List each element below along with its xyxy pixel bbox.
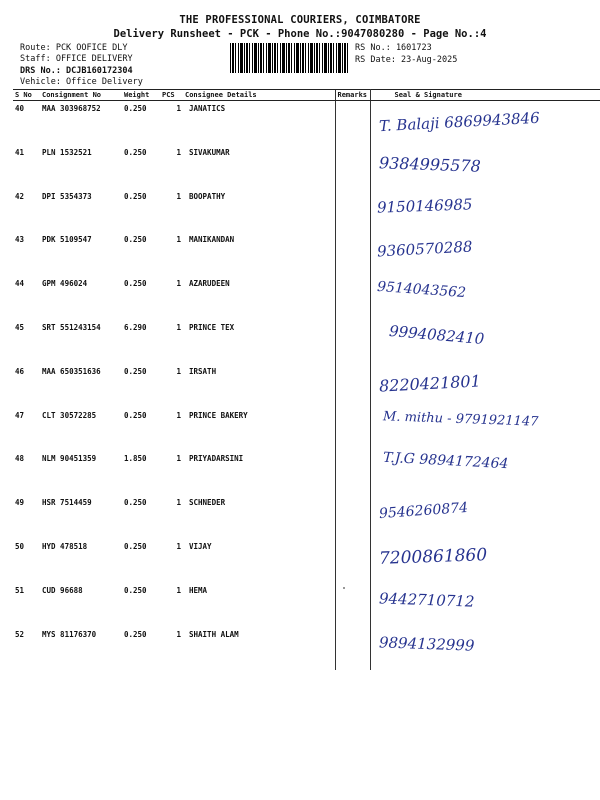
cell-consignment-no: CUD 96688 [42,585,83,595]
runsheet-title: Delivery Runsheet - PCK - Phone No.:9047080280 - Page No.:4 [113,28,487,40]
cell-consignee: MANIKANDAN [189,235,235,245]
cell-remarks [335,189,370,233]
cell-remarks [335,495,370,539]
cell-pcs: 1 [176,498,181,508]
cell-remarks [335,145,370,189]
table-row [13,232,600,276]
cell-pcs: 1 [176,147,181,157]
cell-consignment-no: PDK 5109547 [42,235,92,245]
cell-signature [370,451,600,495]
route-text: Route: PCK OOFICE DLY [20,43,128,53]
cell-sno: 48 [15,454,25,464]
handwritten-signature: M. mithu - 9791921147 [382,408,539,430]
handwritten-signature: 9442710712 [378,589,475,611]
cell-consignment-no: SRT 551243154 [42,322,101,332]
cell-pcs: 1 [176,235,181,245]
cell-pcs: 1 [176,410,181,420]
cell-weight: 0.250 [124,104,147,113]
cell-weight: 6.290 [124,322,147,332]
staff-text: Staff: OFFICE DELIVERY [20,54,133,64]
cell-weight: 0.250 [124,235,147,245]
cell-consignee: IRSATH [189,366,217,376]
cell-consignee: AZARUDEEN [189,279,230,289]
vehicle-text: Vehicle: Office Delivery [20,77,143,87]
cell-consignment-no: GPM 496024 [42,279,88,289]
cell-signature [370,408,600,452]
handwritten-signature: T.J.G 9894172464 [382,450,509,473]
cell-sno: 43 [15,235,25,245]
stray-dot [343,587,345,589]
cell-pcs: 1 [176,279,181,289]
cell-sno: 51 [15,585,25,595]
handwritten-signature: 9384995578 [378,153,481,176]
cell-consignee: HEMA [189,585,208,595]
table-row [13,364,600,408]
col-consignee: Consignee Details [183,90,335,101]
cell-pcs: 1 [176,104,181,113]
cell-sno: 52 [15,629,25,639]
cell-signature [370,145,600,189]
cell-sno: 40 [15,104,25,113]
cell-weight: 0.250 [124,410,147,420]
cell-consignee: SHAITH ALAM [189,629,239,639]
cell-remarks [335,627,370,671]
cell-consignee: VIJAY [189,541,212,551]
cell-remarks [335,408,370,452]
drs-text: DRS No.: DCJB160172304 [20,66,133,76]
cell-consignment-no: MYS 81176370 [42,629,97,639]
cell-sno: 42 [15,191,25,201]
cell-consignee: PRINCE BAKERY [189,410,248,420]
cell-weight: 0.250 [124,191,147,201]
handwritten-signature: 9894132999 [378,632,475,655]
col-remarks: Remarks [335,90,370,101]
handwritten-signature: 9994082410 [387,321,485,349]
cell-signature [370,276,600,320]
cell-consignment-no: CLT 30572285 [42,410,97,420]
cell-consignee: SIVAKUMAR [189,147,230,157]
table-row [13,627,600,671]
barcode [230,43,350,73]
cell-pcs: 1 [176,585,181,595]
cell-weight: 0.250 [124,279,147,289]
cell-consignee: PRINCE TEX [189,322,235,332]
table-body [13,101,600,671]
table-header-row [13,90,600,101]
handwritten-signature: T. Balaji 6869943846 [378,108,540,136]
cell-consignee: PRIYADARSINI [189,454,244,464]
cell-weight: 0.250 [124,366,147,376]
table-row [13,408,600,452]
cell-consignment-no: HSR 7514459 [42,498,92,508]
table-row [13,189,600,233]
cell-weight: 1.850 [124,454,147,464]
handwritten-signature: 9514043562 [376,279,467,302]
cell-pcs: 1 [176,541,181,551]
cell-signature [370,583,600,627]
cell-signature [370,189,600,233]
cell-sno: 50 [15,541,25,551]
cell-consignment-no: MAA 650351636 [42,366,101,376]
table-row [13,101,600,145]
col-seal-signature: Seal & Signature [370,90,600,101]
cell-signature [370,364,600,408]
col-sno: S No [13,90,40,101]
handwritten-signature: 9150146985 [376,194,473,217]
cell-remarks [335,364,370,408]
runsheet-table [13,89,600,670]
runsheet-table-wrap [13,89,600,670]
cell-consignment-no: HYD 478518 [42,541,88,551]
cell-sno: 46 [15,366,25,376]
table-row [13,276,600,320]
handwritten-signature: 7200861860 [378,545,487,569]
table-row [13,583,600,627]
cell-remarks [335,276,370,320]
cell-consignment-no: DPI 5354373 [42,191,92,201]
cell-weight: 0.250 [124,541,147,551]
cell-consignment-no: PLN 1532521 [42,147,92,157]
cell-sno: 45 [15,322,25,332]
cell-weight: 0.250 [124,629,147,639]
cell-signature [370,627,600,671]
cell-signature [370,232,600,276]
table-row [13,451,600,495]
cell-signature [370,101,600,145]
table-row [13,320,600,364]
cell-sno: 44 [15,279,25,289]
table-row [13,495,600,539]
col-weight: Weight [122,90,160,101]
cell-consignment-no: NLM 90451359 [42,454,97,464]
cell-remarks [335,583,370,627]
handwritten-signature: 9360570288 [376,237,473,261]
cell-consignee: JANATICS [189,104,226,113]
cell-consignee: SCHNEDER [189,498,226,508]
cell-signature [370,495,600,539]
cell-pcs: 1 [176,629,181,639]
cell-pcs: 1 [176,366,181,376]
handwritten-signature: 9546260874 [378,500,469,523]
cell-sno: 41 [15,147,25,157]
company-title: THE PROFESSIONAL COURIERS, COIMBATORE [179,14,421,26]
cell-weight: 0.250 [124,147,147,157]
cell-consignment-no: MAA 303968752 [42,104,101,113]
col-consignment: Consignment No [40,90,122,101]
cell-sno: 47 [15,410,25,420]
cell-sno: 49 [15,498,25,508]
cell-pcs: 1 [176,454,181,464]
rs-number: RS No.: 1601723 [355,43,432,53]
cell-weight: 0.250 [124,498,147,508]
table-row [13,539,600,583]
cell-pcs: 1 [176,191,181,201]
col-pcs: PCS [160,90,183,101]
cell-weight: 0.250 [124,585,147,595]
drs-number [20,66,133,77]
cell-remarks [335,320,370,364]
cell-remarks [335,539,370,583]
cell-remarks [335,101,370,145]
cell-signature [370,320,600,364]
rs-date: RS Date: 23-Aug-2025 [355,55,458,65]
table-row [13,145,600,189]
cell-consignee: BOOPATHY [189,191,226,201]
handwritten-signature: 8220421801 [378,371,481,396]
cell-remarks [335,451,370,495]
cell-pcs: 1 [176,322,181,332]
cell-remarks [335,232,370,276]
cell-signature [370,539,600,583]
